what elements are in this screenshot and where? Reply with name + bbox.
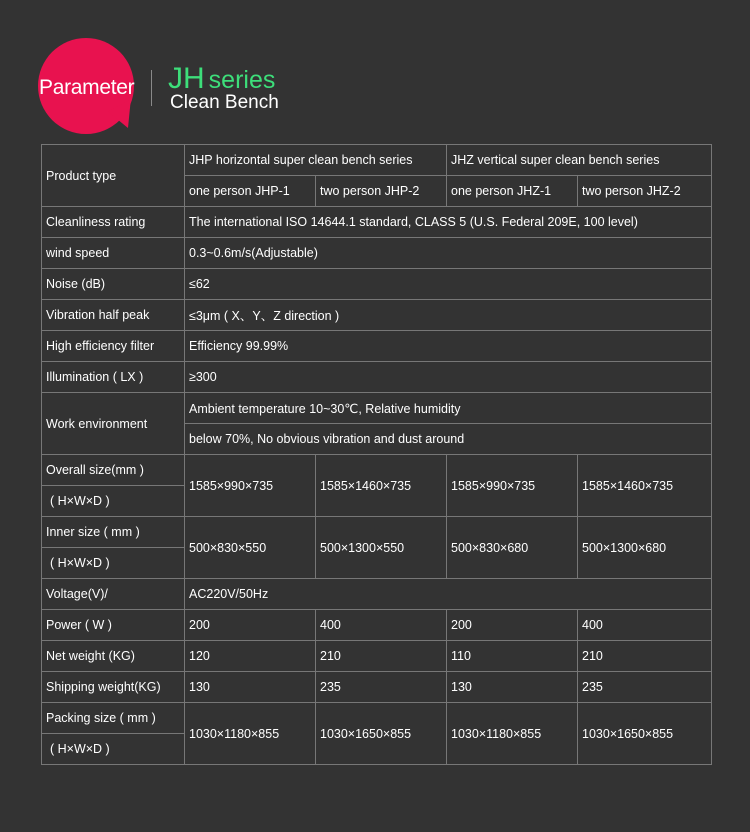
row-value: 0.3~0.6m/s(Adjustable) (185, 238, 712, 269)
size-cell: 1030×1650×855 (578, 703, 712, 765)
row-value: ≥300 (185, 362, 712, 393)
table-row (42, 269, 712, 300)
table-row (42, 393, 712, 424)
model-cell: two person JHP-2 (316, 176, 447, 207)
row-label-sub: ( H×W×D ) (42, 734, 185, 765)
model-cell: one person JHZ-1 (447, 176, 578, 207)
row-label: Voltage(V)/ (42, 579, 185, 610)
row-value: ≤62 (185, 269, 712, 300)
series-word: series (208, 66, 276, 94)
value-cell: 400 (578, 610, 712, 641)
table-row (42, 455, 712, 486)
row-label-sub: ( H×W×D ) (42, 548, 185, 579)
group-jhp: JHP horizontal super clean bench series (185, 145, 447, 176)
table-row (42, 145, 712, 176)
row-value: The international ISO 14644.1 standard, CLASS 5 (U.S. Federal 209E, 100 level) (185, 207, 712, 238)
table-row (42, 207, 712, 238)
size-cell: 1030×1180×855 (185, 703, 316, 765)
size-cell: 500×830×550 (185, 517, 316, 579)
row-label-sub: ( H×W×D ) (42, 486, 185, 517)
table-row (42, 672, 712, 703)
row-label: Power ( W ) (42, 610, 185, 641)
row-label: High efficiency filter (42, 331, 185, 362)
size-cell: 500×1300×680 (578, 517, 712, 579)
row-value: ≤3μm ( X、Y、Z direction ) (185, 300, 712, 331)
header-divider (151, 70, 152, 106)
value-cell: 130 (185, 672, 316, 703)
table-row (42, 300, 712, 331)
size-cell: 1585×1460×735 (316, 455, 447, 517)
table-row (42, 579, 712, 610)
size-cell: 1030×1650×855 (316, 703, 447, 765)
row-label: Shipping weight(KG) (42, 672, 185, 703)
row-label: Illumination ( LX ) (42, 362, 185, 393)
size-cell: 1030×1180×855 (447, 703, 578, 765)
row-label: Vibration half peak (42, 300, 185, 331)
table-row (42, 641, 712, 672)
value-cell: 200 (185, 610, 316, 641)
parameter-label: Parameter (39, 76, 135, 99)
value-cell: 200 (447, 610, 578, 641)
model-cell: one person JHP-1 (185, 176, 316, 207)
value-cell: 210 (316, 641, 447, 672)
size-cell: 500×1300×550 (316, 517, 447, 579)
header (0, 0, 750, 140)
row-label: wind speed (42, 238, 185, 269)
row-value: Efficiency 99.99% (185, 331, 712, 362)
row-label: Net weight (KG) (42, 641, 185, 672)
spec-table (41, 144, 712, 765)
value-cell: 210 (578, 641, 712, 672)
table-row (42, 362, 712, 393)
row-value: AC220V/50Hz (185, 579, 712, 610)
table-row (42, 331, 712, 362)
row-label: Cleanliness rating (42, 207, 185, 238)
row-label-product-type: Product type (42, 145, 185, 207)
value-cell: 235 (316, 672, 447, 703)
size-cell: 1585×990×735 (185, 455, 316, 517)
row-label: Overall size(mm ) (42, 455, 185, 486)
product-subtitle: Clean Bench (170, 92, 279, 113)
value-cell: 235 (578, 672, 712, 703)
size-cell: 1585×990×735 (447, 455, 578, 517)
row-value: Ambient temperature 10~30℃, Relative humidity (185, 393, 712, 424)
value-cell: 110 (447, 641, 578, 672)
table-row (42, 703, 712, 734)
size-cell: 1585×1460×735 (578, 455, 712, 517)
row-label: Inner size ( mm ) (42, 517, 185, 548)
value-cell: 400 (316, 610, 447, 641)
group-jhz: JHZ vertical super clean bench series (447, 145, 712, 176)
model-cell: two person JHZ-2 (578, 176, 712, 207)
value-cell: 120 (185, 641, 316, 672)
table-row (42, 610, 712, 641)
series-title (168, 62, 275, 96)
table-row (42, 517, 712, 548)
row-label: Work environment (42, 393, 185, 455)
table-row (42, 238, 712, 269)
row-value: below 70%, No obvious vibration and dust around (185, 424, 712, 455)
value-cell: 130 (447, 672, 578, 703)
series-code: JH (168, 62, 205, 95)
size-cell: 500×830×680 (447, 517, 578, 579)
row-label: Noise (dB) (42, 269, 185, 300)
row-label: Packing size ( mm ) (42, 703, 185, 734)
